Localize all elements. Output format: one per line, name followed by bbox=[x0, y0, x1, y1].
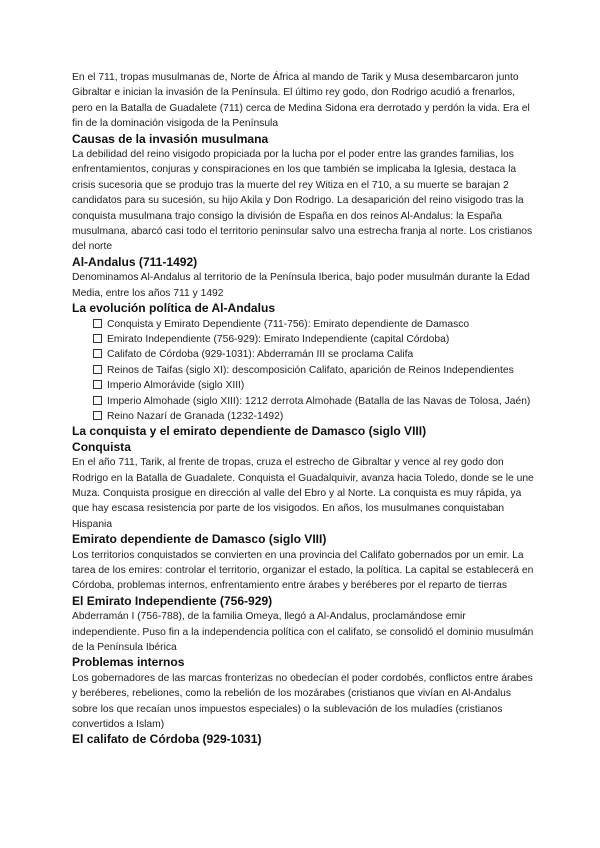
problemas-paragraph: Los gobernadores de las marcas fronterizas no obedecían el poder cordobés, conflictos entre árabes y beréberes, rebeliones, como la rebelión de los mozárabes (cristianos que vivían en Al-Andalus sobre los que recaían unos impuestos especiales) o la sublevación de los muladíes (cristianos convertidos a Islam) bbox=[72, 672, 533, 731]
section-heading-emirato-independiente: El Emirato Independiente (756-929) bbox=[72, 593, 273, 608]
list-item bbox=[72, 332, 534, 347]
evolution-checklist bbox=[72, 317, 534, 425]
checkbox[interactable] bbox=[93, 365, 102, 374]
section-heading-causas: Causas de la invasión musulmana bbox=[72, 131, 269, 146]
list-item-label: Conquista y Emirato Dependiente (711-756): Emirato dependiente de Damasco bbox=[107, 318, 470, 330]
list-item-label: Emirato Independiente (756-929): Emirato Independiente (capital Córdoba) bbox=[107, 333, 450, 345]
list-item bbox=[72, 378, 534, 393]
checkbox[interactable] bbox=[93, 319, 102, 328]
section-heading-conquista: Conquista bbox=[72, 439, 131, 454]
al-andalus-paragraph: Denominamos Al-Andalus al territorio de la Península Iberica, bajo poder musulmán durante la Edad Media, entre los años 711 y 1492 bbox=[72, 272, 530, 299]
section-heading-al-andalus: Al-Andalus (711-1492) bbox=[72, 254, 198, 269]
emirato-independiente-paragraph: Abderramán I (756-788), de la familia Omeya, llegó a Al-Andalus, proclamándose emir independiente. Puso fin a la independencia política con el califato, se consolidó el dominio musulmán de la Península Ibérica bbox=[72, 611, 534, 654]
checkbox[interactable] bbox=[93, 349, 102, 358]
list-item-label: Califato de Córdoba (929-1031): Abderramán III se proclama Califa bbox=[107, 349, 414, 361]
list-item-label: Reinos de Taifas (siglo XI): descomposición Califato, aparición de Reinos Independientes bbox=[107, 364, 514, 376]
section-heading-evolucion: La evolución política de Al-Andalus bbox=[72, 301, 276, 316]
document-page bbox=[72, 70, 534, 748]
section-heading-califato: El califato de Córdoba (929-1031) bbox=[72, 732, 262, 747]
list-item bbox=[72, 363, 534, 378]
list-item bbox=[72, 409, 534, 424]
checkbox[interactable] bbox=[93, 411, 102, 420]
checkbox[interactable] bbox=[93, 380, 102, 389]
list-item bbox=[72, 317, 534, 332]
checkbox[interactable] bbox=[93, 396, 102, 405]
conquista-paragraph: En el año 711, Tarik, al frente de tropas, cruza el estrecho de Gibraltar y vence al rey godo don Rodrigo en la Batalla de Guadalete. Conquista el Guadalquivir, avanza hacia Toledo, donde se le une Muza. Conquista prosigue en dirección al valle del Ebro y al Norte. La conquista es muy rápida, ya que hay escasa resistencia por parte de los visigodos. En años, los musulmanes conquistaban Hispania bbox=[72, 457, 534, 530]
intro-paragraph: En el 711, tropas musulmanas de, Norte de África al mando de Tarik y Musa desembarcaron junto Gibraltar e inician la invasión de la Península. El último rey godo, don Rodrigo acudió a frenarlos, pero en la Batalla de Guadalete (711) cerca de Medina Sidona era derrotado y perdón la vida. Era el fin de la dominación visigoda de la Península bbox=[72, 72, 530, 130]
section-heading-problemas: Problemas internos bbox=[72, 655, 185, 670]
list-item bbox=[72, 347, 534, 362]
list-item-label: Imperio Almorávide (siglo XIII) bbox=[107, 380, 245, 392]
section-heading-conquista-emirato: La conquista y el emirato dependiente de Damasco (siglo VIII) bbox=[72, 424, 427, 439]
emirato-dependiente-paragraph: Los territorios conquistados se convierten en una provincia del Califato gobernados por un emir. La tarea de los emires: controlar el territorio, organizar el estado, la política. La capital se establecerá en Córdoba, problemas internos, enfrentamiento entre árabes y beréberes por el reparto de tierras bbox=[72, 549, 534, 592]
checkbox[interactable] bbox=[93, 334, 102, 343]
causas-paragraph: La debilidad del reino visigodo propiciada por la lucha por el poder entre las grandes familias, los enfrentamientos, conjuras y conspiraciones en los que también se implicaba la Iglesia, destaca la crisis sucesoria que se produjo tras la muerte del rey Witiza en el 710, a su muerte se barajan 2 candidatos para su sucesión, su hijo Akila y Don Rodrigo. La desaparición del reino visigodo tras la conquista musulmana trajo consigo la división de España en dos reinos Al-Andalus: la España musulmana, abarcó casi todo el territorio peninsular salvo una estrecha franja al norte. Los cristianos del norte bbox=[72, 149, 533, 253]
list-item bbox=[72, 394, 534, 409]
list-item-label: Imperio Almohade (siglo XIII): 1212 derrota Almohade (Batalla de las Navas de Tolosa, Jaén) bbox=[107, 395, 531, 407]
section-heading-emirato-dependiente: Emirato dependiente de Damasco (siglo VIII) bbox=[72, 532, 327, 547]
list-item-label: Reino Nazarí de Granada (1232-1492) bbox=[107, 410, 284, 422]
